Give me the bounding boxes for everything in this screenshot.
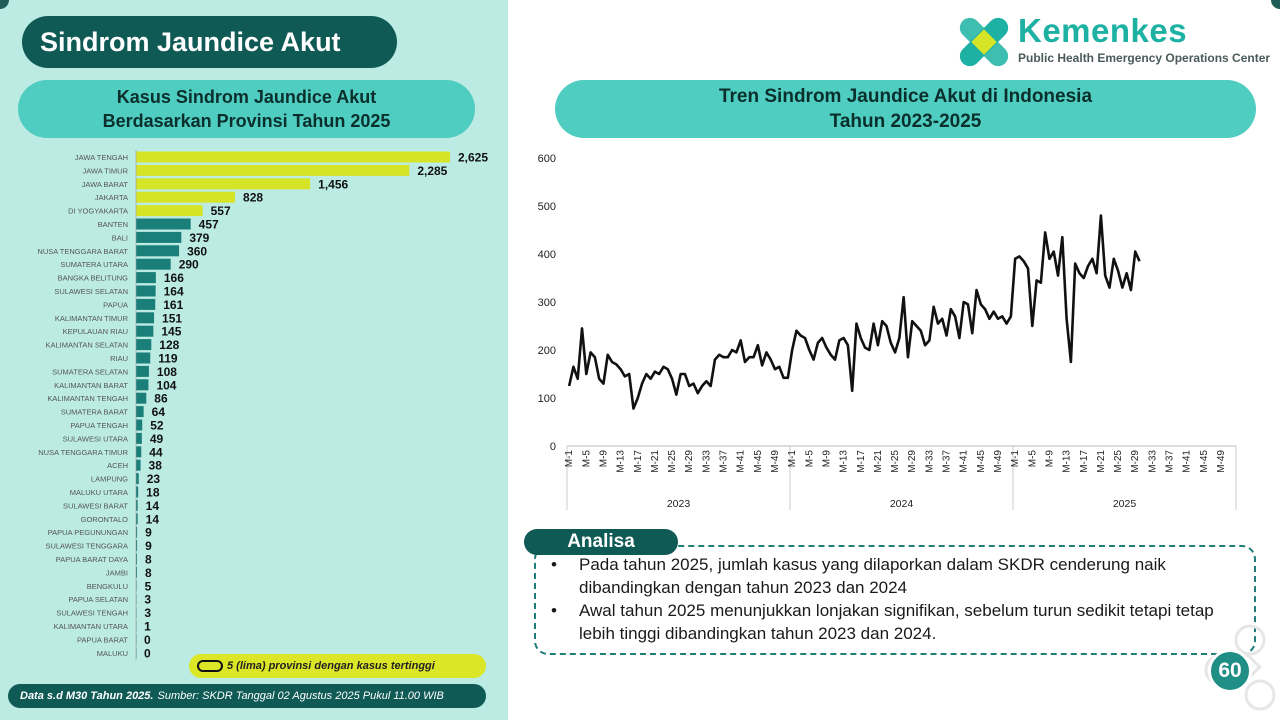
- bar-category-label: SUMATERA BARAT: [60, 407, 128, 417]
- bar: [136, 460, 141, 471]
- x-tick-label: M-37: [1164, 450, 1176, 473]
- year-label: 2024: [889, 498, 914, 510]
- bar-value-label: 44: [149, 445, 163, 460]
- y-tick-label: 600: [537, 153, 556, 165]
- bar: [136, 152, 450, 163]
- bar-value-label: 379: [189, 230, 210, 245]
- bar-value-label: 360: [187, 244, 208, 259]
- bar: [136, 433, 142, 444]
- x-tick-label: M-25: [667, 450, 679, 473]
- x-tick-label: M-21: [1095, 450, 1107, 473]
- bar: [136, 393, 146, 404]
- bar-value-label: 119: [158, 351, 178, 366]
- bar-value-label: 9: [145, 539, 152, 554]
- x-tick-label: M-9: [598, 450, 610, 468]
- bar-value-label: 290: [178, 257, 199, 272]
- bar-category-label: NUSA TENGGARA TIMUR: [38, 447, 128, 457]
- year-label: 2023: [666, 498, 691, 510]
- x-tick-label: M-33: [924, 450, 936, 473]
- bar-value-label: 38: [148, 458, 162, 473]
- bar-value-label: 0: [144, 646, 151, 661]
- x-tick-label: M-45: [752, 450, 764, 473]
- trend-series-line: [569, 216, 1139, 409]
- bar-value-label: 8: [144, 552, 152, 567]
- analysis-label: Analisa: [524, 529, 678, 555]
- bar-category-label: SULAWESI TENGAH: [56, 608, 128, 618]
- bar-value-label: 104: [156, 378, 177, 393]
- bar-category-label: PAPUA: [103, 300, 128, 310]
- logo-name: Kemenkes: [1018, 12, 1188, 49]
- bar-value-label: 828: [243, 190, 264, 205]
- bar: [136, 353, 150, 364]
- bar-value-label: 14: [145, 512, 160, 527]
- bar-value-label: 2,285: [417, 163, 448, 178]
- bar-category-label: SULAWESI SELATAN: [54, 287, 128, 296]
- analysis-list: [548, 553, 1238, 645]
- bar: [136, 205, 203, 216]
- x-tick-label: M-17: [1078, 450, 1090, 473]
- x-tick-label: M-41: [735, 450, 747, 473]
- x-tick-label: M-49: [1215, 450, 1227, 473]
- bar: [136, 312, 154, 323]
- bar-category-label: BALI: [111, 233, 128, 243]
- bar: [136, 366, 149, 377]
- bar-value-label: 14: [145, 498, 160, 513]
- bar-category-label: PAPUA PEGUNUNGAN: [47, 528, 128, 538]
- bar-category-label: BANGKA BELITUNG: [57, 273, 128, 283]
- bar-value-label: 557: [210, 204, 231, 219]
- bar-category-label: SUMATERA UTARA: [60, 260, 128, 270]
- x-tick-label: M-9: [1044, 450, 1056, 468]
- x-tick-label: M-33: [701, 450, 713, 473]
- bar-value-label: 5: [144, 579, 152, 594]
- line-chart-title: [555, 80, 1256, 138]
- bar: [136, 272, 156, 283]
- legend-swatch: [197, 660, 223, 672]
- x-tick-label: M-13: [1061, 450, 1073, 473]
- x-tick-label: M-1: [787, 450, 799, 468]
- x-tick-label: M-9: [821, 450, 833, 468]
- x-tick-label: M-37: [941, 450, 953, 473]
- x-tick-label: M-49: [992, 450, 1004, 473]
- bar: [136, 339, 151, 350]
- bar-value-label: 108: [156, 364, 177, 379]
- bar-value-label: 3: [144, 606, 152, 621]
- bar-value-label: 1,456: [318, 177, 349, 192]
- bar-chart-title-line1: Kasus Sindrom Jaundice Akut: [116, 87, 377, 107]
- bar-category-label: BENGKULU: [86, 581, 128, 591]
- bar-chart-title: [18, 80, 475, 138]
- bar-value-label: 1: [144, 619, 151, 634]
- y-tick-label: 200: [537, 345, 556, 357]
- bar-category-label: PAPUA BARAT: [77, 635, 128, 645]
- bar-category-label: DI YOGYAKARTA: [68, 206, 128, 216]
- year-label: 2025: [1112, 498, 1137, 510]
- x-tick-label: M-29: [907, 450, 919, 473]
- bar-category-label: MALUKU: [96, 648, 128, 658]
- footer-bold: Data s.d M30 Tahun 2025.: [20, 690, 154, 702]
- x-tick-label: M-17: [632, 450, 644, 473]
- province-bar-chart: [0, 150, 508, 670]
- bar-value-label: 164: [163, 284, 184, 299]
- bar: [136, 420, 142, 431]
- kemenkes-logo: [952, 10, 1272, 74]
- bar-category-label: KALIMANTAN SELATAN: [45, 340, 128, 350]
- bar-category-label: KEPULAUAN RIAU: [62, 327, 128, 337]
- bar-category-label: JAMBI: [105, 568, 128, 578]
- bar: [136, 286, 156, 297]
- bar-value-label: 128: [159, 338, 180, 353]
- x-tick-label: M-17: [855, 450, 867, 473]
- bar: [136, 192, 235, 203]
- corner-dot: [0, 0, 9, 9]
- bar: [136, 299, 155, 310]
- bar-value-label: 64: [151, 405, 166, 420]
- bar-value-label: 49: [149, 431, 164, 446]
- trend-line-chart: [520, 145, 1250, 520]
- bar: [136, 326, 153, 337]
- footer-text: Sumber: SKDR Tanggal 02 Agustus 2025 Pukul 11.00 WIB: [157, 690, 444, 702]
- bar-category-label: RIAU: [110, 354, 128, 363]
- bar-category-label: PAPUA BARAT DAYA: [55, 555, 128, 564]
- x-tick-label: M-5: [1027, 450, 1039, 468]
- analysis-point: • Awal tahun 2025 menunjukkan lonjakan signifikan, sebelum turun sedikit tetapi tetap lebih tinggi dibandingkan tahun 2023 dan 2024.: [548, 599, 1238, 645]
- bar: [136, 446, 141, 457]
- x-tick-label: M-33: [1147, 450, 1159, 473]
- bar-category-label: JAWA TIMUR: [82, 166, 128, 176]
- bar-value-label: 151: [162, 311, 183, 326]
- bar-value-label: 23: [146, 472, 161, 487]
- x-tick-label: M-37: [718, 450, 730, 473]
- x-tick-label: M-29: [1130, 450, 1142, 473]
- bar: [136, 178, 310, 189]
- bar-category-label: LAMPUNG: [90, 474, 128, 484]
- bar-category-label: PAPUA SELATAN: [68, 595, 128, 605]
- bar-value-label: 161: [163, 297, 184, 312]
- bar-category-label: SULAWESI TENGGARA: [45, 541, 128, 551]
- x-tick-label: M-1: [564, 450, 576, 468]
- bar-chart-title-line2: Berdasarkan Provinsi Tahun 2025: [102, 111, 391, 131]
- page-title: [22, 16, 397, 68]
- bar-category-label: NUSA TENGGARA BARAT: [37, 246, 128, 256]
- x-tick-label: M-13: [615, 450, 627, 473]
- bar: [136, 487, 138, 498]
- x-tick-label: M-41: [958, 450, 970, 473]
- x-tick-label: M-13: [838, 450, 850, 473]
- x-tick-label: M-25: [1113, 450, 1125, 473]
- bar-category-label: GORONTALO: [80, 514, 128, 524]
- x-tick-label: M-45: [1198, 450, 1210, 473]
- bar-category-label: PAPUA TENGAH: [70, 421, 128, 430]
- x-tick-label: M-5: [581, 450, 593, 468]
- analysis-point: • Pada tahun 2025, jumlah kasus yang dilaporkan dalam SKDR cenderung naik dibandingkan dengan tahun 2023 dan 2024: [548, 553, 1238, 599]
- left-panel: [0, 0, 508, 720]
- bar: [136, 232, 181, 243]
- x-tick-label: M-25: [890, 450, 902, 473]
- x-tick-label: M-21: [872, 450, 884, 473]
- bar-value-label: 145: [161, 324, 182, 339]
- bar-value-label: 166: [163, 271, 184, 286]
- y-tick-label: 0: [549, 441, 556, 453]
- bar-category-label: SULAWESI BARAT: [62, 501, 128, 511]
- bar: [136, 259, 171, 270]
- page-number: 60: [1208, 649, 1252, 693]
- bar-category-label: SULAWESI UTARA: [62, 434, 128, 444]
- bar-category-label: BANTEN: [97, 220, 128, 229]
- bar-value-label: 3: [144, 592, 152, 607]
- bar-category-label: MALUKU UTARA: [69, 488, 128, 497]
- logo-subtitle: Public Health Emergency Operations Center: [1018, 51, 1271, 65]
- bar: [136, 406, 144, 417]
- bar-value-label: 0: [144, 632, 151, 647]
- source-footer: [8, 684, 486, 708]
- corner-dot: [1271, 0, 1280, 9]
- y-tick-label: 300: [537, 297, 556, 309]
- y-tick-label: 400: [537, 249, 556, 261]
- bar-category-label: SUMATERA SELATAN: [52, 367, 128, 377]
- bar-value-label: 457: [198, 217, 219, 232]
- bar: [136, 473, 139, 484]
- bar-chart-legend: [189, 654, 486, 678]
- bar-category-label: KALIMANTAN TENGAH: [47, 394, 128, 404]
- bar: [136, 245, 179, 256]
- x-tick-label: M-29: [684, 450, 696, 473]
- bar: [136, 165, 409, 176]
- x-tick-label: M-41: [1181, 450, 1193, 473]
- bar-category-label: KALIMANTAN BARAT: [54, 380, 128, 390]
- bar: [136, 219, 191, 230]
- bar-category-label: ACEH: [107, 461, 128, 471]
- bar-value-label: 9: [145, 525, 152, 540]
- page-title-text: Sindrom Jaundice Akut: [40, 26, 341, 57]
- bar-category-label: JAWA TENGAH: [74, 153, 128, 162]
- legend-text: 5 (lima) provinsi dengan kasus tertinggi: [227, 660, 435, 672]
- bar-value-label: 86: [154, 391, 168, 406]
- line-chart-title-line1: Tren Sindrom Jaundice Akut di Indonesia: [718, 86, 1093, 107]
- bar-value-label: 2,625: [458, 150, 489, 165]
- x-tick-label: M-5: [804, 450, 816, 468]
- y-tick-label: 500: [537, 201, 556, 213]
- bar-category-label: KALIMANTAN UTARA: [53, 622, 128, 631]
- x-tick-label: M-1: [1010, 450, 1022, 468]
- bar-category-label: KALIMANTAN TIMUR: [54, 313, 128, 323]
- bar-category-label: JAKARTA: [94, 193, 128, 203]
- bar-value-label: 52: [150, 418, 164, 433]
- bar-value-label: 18: [146, 485, 160, 500]
- x-tick-label: M-49: [769, 450, 781, 473]
- line-chart-title-line2: Tahun 2023-2025: [829, 111, 982, 132]
- bar-category-label: JAWA BARAT: [81, 179, 128, 189]
- bar-value-label: 8: [144, 565, 152, 580]
- x-tick-label: M-21: [649, 450, 661, 473]
- bar: [136, 379, 148, 390]
- y-tick-label: 100: [537, 393, 556, 405]
- kemenkes-logo-icon: [952, 10, 1016, 74]
- x-tick-label: M-45: [975, 450, 987, 473]
